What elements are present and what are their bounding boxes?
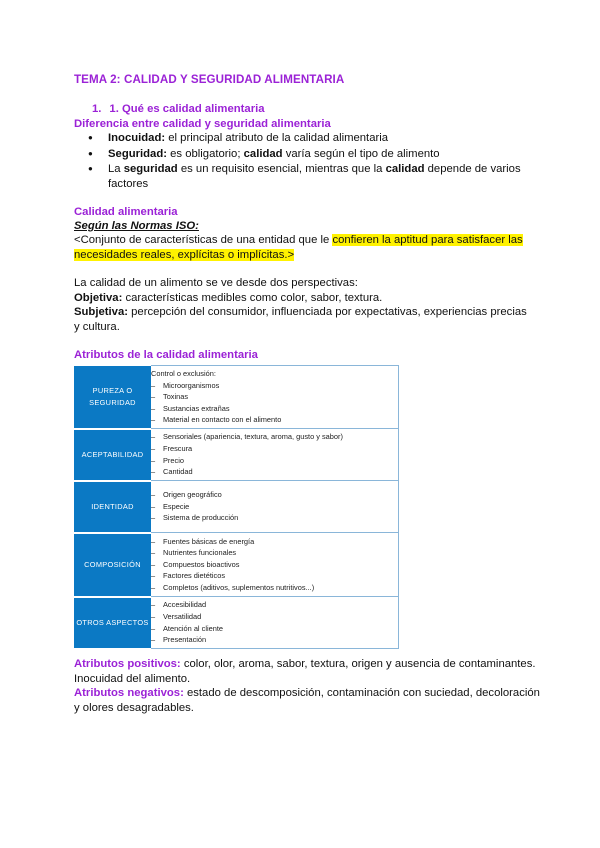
list-item — [74, 162, 534, 191]
bullet-text: La — [108, 163, 124, 176]
subjetiva-line — [74, 305, 534, 334]
attributes-table — [74, 365, 399, 650]
bullet-text: depende de varios factores — [108, 163, 521, 190]
list-item: – Toxinas — [151, 391, 398, 403]
negative-attributes — [74, 686, 544, 715]
attributes-summary — [74, 657, 544, 715]
table-category — [74, 597, 151, 649]
bullet-text: es obligatorio; — [167, 147, 244, 160]
category-label: PUREZA O SEGURIDAD — [89, 385, 136, 407]
category-label: COMPOSICIÓN — [84, 559, 141, 569]
negative-label: Atributos negativos: — [74, 687, 184, 700]
list-item: – Especie — [151, 501, 398, 513]
objetiva-label: Objetiva: — [74, 291, 123, 304]
list-item: – Precio — [151, 455, 398, 467]
table-row — [74, 366, 399, 429]
bullet-text: es un requisito esencial, mientras que la — [177, 163, 386, 176]
positive-attributes — [74, 657, 544, 686]
list-item: – Accesibilidad — [151, 599, 398, 611]
list-item: – Completos (aditivos, suplementos nutritivos...) — [151, 582, 398, 594]
bullet-strong: Inocuidad: — [108, 132, 166, 144]
list-item: – Sistema de producción — [151, 512, 398, 524]
items-header: Control o exclusión: — [151, 369, 216, 379]
positive-text: color, olor, aroma, sabor, textura, origen y ausencia de contaminantes. Inocuidad del alimento. — [74, 658, 536, 685]
bullet-text: el principal atributo de la calidad alimentaria — [165, 132, 389, 144]
list-item: – Atención al cliente — [151, 623, 398, 635]
calidad-heading: Calidad alimentaria — [74, 206, 178, 218]
list-item: – Sustancias extrañas — [151, 403, 398, 415]
bullet-strong: calidad — [243, 147, 283, 160]
list-item: – Nutrientes funcionales — [151, 547, 398, 559]
category-label: ACEPTABILIDAD — [81, 449, 144, 459]
subjetiva-label: Subjetiva: — [74, 306, 128, 319]
category-label: OTROS ASPECTOS — [76, 617, 149, 627]
table-items — [151, 597, 399, 649]
list-item: – Compuestos bioactivos — [151, 559, 398, 571]
table-row — [74, 597, 399, 649]
list-item: – Versatilidad — [151, 611, 398, 623]
iso-heading: Según las Normas ISO: — [74, 220, 199, 232]
negative-text: estado de descomposición, contaminación con suciedad, decoloración y olores desagradables. — [74, 687, 540, 714]
quote-highlight: confieren la aptitud para satisfacer las necesidades reales, explícitas o implícitas.> — [74, 234, 523, 261]
bullet-strong: calidad — [385, 163, 425, 176]
perspectives-block — [74, 276, 534, 334]
list-item: – Frescura — [151, 443, 398, 455]
table-row — [74, 481, 399, 533]
difference-heading: Diferencia entre calidad y seguridad alimentaria — [74, 118, 331, 130]
perspectives-intro: La calidad de un alimento se ve desde dos perspectivas: — [74, 277, 358, 289]
objetiva-line — [74, 291, 534, 306]
subjetiva-text: percepción del consumidor, influenciada por expectativas, experiencias precias y cultura. — [74, 306, 527, 333]
list-item: – Sensoriales (apariencia, textura, aroma, gusto y sabor) — [151, 431, 398, 443]
table-items — [151, 366, 399, 429]
table-items — [151, 429, 399, 481]
list-item: – Cantidad — [151, 466, 398, 478]
list-item: – Origen geográfico — [151, 489, 398, 501]
quote-text: <Conjunto de características de una entidad que le — [74, 234, 333, 246]
list-item — [74, 131, 534, 146]
section-number: 1. — [92, 103, 102, 115]
bullet-strong: seguridad — [123, 163, 178, 176]
list-item: – Fuentes básicas de energía — [151, 536, 398, 548]
table-category — [74, 533, 151, 597]
bullet-strong: Seguridad: — [108, 147, 167, 160]
table-row — [74, 533, 399, 597]
list-item: – Microorganismos — [151, 380, 398, 392]
table-items — [151, 533, 399, 597]
attributes-heading: Atributos de la calidad alimentaria — [74, 349, 258, 361]
list-item: – Presentación — [151, 634, 398, 646]
table-row — [74, 429, 399, 481]
table-category — [74, 481, 151, 533]
list-item: – Material en contacto con el alimento — [151, 414, 398, 426]
section-heading-1 — [92, 102, 265, 117]
category-label: IDENTIDAD — [91, 501, 134, 511]
table-items — [151, 481, 399, 533]
document-title: TEMA 2: CALIDAD Y SEGURIDAD ALIMENTARIA — [74, 73, 345, 86]
table-category — [74, 366, 151, 429]
list-item: – Factores dietéticos — [151, 570, 398, 582]
list-item — [74, 147, 534, 162]
table-category — [74, 429, 151, 481]
iso-quote — [74, 233, 534, 262]
bullet-text: varía según el tipo de alimento — [282, 147, 440, 160]
bullet-list — [74, 131, 534, 192]
positive-label: Atributos positivos: — [74, 658, 181, 670]
objetiva-text: características medibles como color, sabor, textura. — [122, 291, 383, 304]
section-label: 1. Qué es calidad alimentaria — [109, 103, 265, 115]
